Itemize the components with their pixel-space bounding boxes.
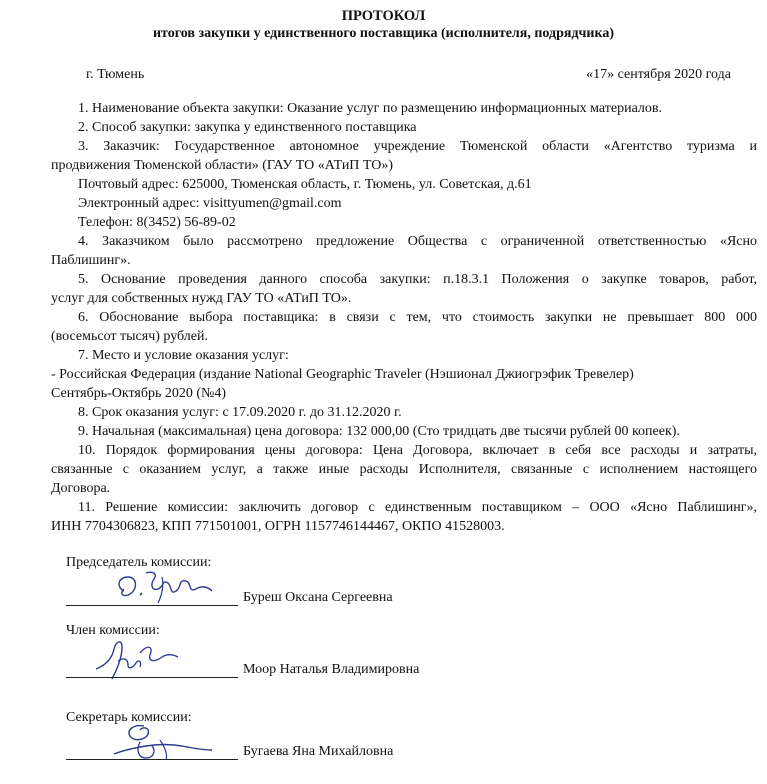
- item-1: 1. Наименование объекта закупки: Оказание услуг по размещению информационных материалов.: [78, 101, 663, 116]
- document-subtitle: итогов закупки у единственного поставщика (исполнителя, подрядчика): [152, 26, 615, 41]
- item-3-email: Электронный адрес: visittyumen@gmail.com: [78, 196, 342, 211]
- signature-autograph-image: [104, 720, 214, 764]
- item-7-line-2: - Российская Федерация (издание National Geographic Traveler (Нэшионал Джиогрэфик Тревелер): [51, 367, 634, 382]
- item-10-line-2: связанные с оказанием услуг, а также иные расходы Исполнителя, связанные с исполнением настоящего: [51, 462, 757, 477]
- document-title: ПРОТОКОЛ: [341, 8, 426, 24]
- item-3-line-1: 3. Заказчик: Государственное автономное учреждение Тюменской области «Агентство туризма и: [78, 139, 757, 154]
- document-date: «17» сентября 2020 года: [586, 67, 731, 82]
- signature-autograph-image: [112, 569, 222, 609]
- item-8: 8. Срок оказания услуг: с 17.09.2020 г. до 31.12.2020 г.: [78, 405, 402, 420]
- item-7-line-3: Сентябрь-Октябрь 2020 (№4): [51, 386, 227, 401]
- item-3-phone: Телефон: 8(3452) 56-89-02: [78, 215, 236, 230]
- item-11-line-2: ИНН 7704306823, КПП 771501001, ОГРН 1157746144467, ОКПО 41528003.: [51, 519, 505, 534]
- document-place: г. Тюмень: [86, 67, 145, 82]
- signature-role: Член комиссии:: [66, 623, 160, 638]
- item-9: 9. Начальная (максимальная) цена договора: 132 000,00 (Сто тридцать две тысячи рублей 00 копеек).: [78, 424, 680, 439]
- item-4-line-2: Паблишинг».: [51, 253, 131, 268]
- signature-role: Председатель комиссии:: [66, 555, 212, 570]
- item-6-line-2: (восемьсот тысяч) рублей.: [51, 329, 208, 344]
- item-11-line-1: 11. Решение комиссии: заключить договор с единственным поставщиком – ООО «Ясно Паблишинг»,: [78, 500, 757, 515]
- item-10-line-3: Договора.: [51, 481, 111, 496]
- item-4-line-1: 4. Заказчиком было рассмотрено предложение Общества с ограниченной ответственностью «Ясно: [78, 234, 757, 249]
- item-2: 2. Способ закупки: закупка у единственного поставщика: [78, 120, 417, 135]
- item-7-line-1: 7. Место и условие оказания услуг:: [78, 348, 289, 363]
- signatory-name: Бугаева Яна Михайловна: [243, 744, 394, 759]
- signatory-name: Буреш Оксана Сергеевна: [243, 590, 393, 605]
- item-5-line-2: услуг для собственных нужд ГАУ ТО «АТиП ТО».: [51, 291, 352, 306]
- signature-line: [66, 605, 238, 606]
- document-body: [51, 99, 757, 536]
- item-10-line-1: 10. Порядок формирования цены договора: Цена Договора, включает в себя все расходы и затраты,: [78, 443, 757, 458]
- item-6-line-1: 6. Обоснование выбора поставщика: в связи с тем, что стоимость закупки не превышает 800 000: [78, 310, 757, 325]
- item-3-line-2: продвижения Тюменской области» (ГАУ ТО «АТиП ТО»): [51, 158, 394, 173]
- signature-autograph-image: [92, 635, 182, 683]
- signature-role: Секретарь комиссии:: [66, 710, 192, 725]
- item-3-postal-address: Почтовый адрес: 625000, Тюменская область, г. Тюмень, ул. Советская, д.61: [78, 177, 532, 192]
- item-5-line-1: 5. Основание проведения данного способа закупки: п.18.3.1 Положения о закупке товаров, работ,: [78, 272, 757, 287]
- signatory-name: Моор Наталья Владимировна: [243, 662, 420, 677]
- signature-line: [66, 677, 238, 678]
- signature-line: [66, 759, 238, 760]
